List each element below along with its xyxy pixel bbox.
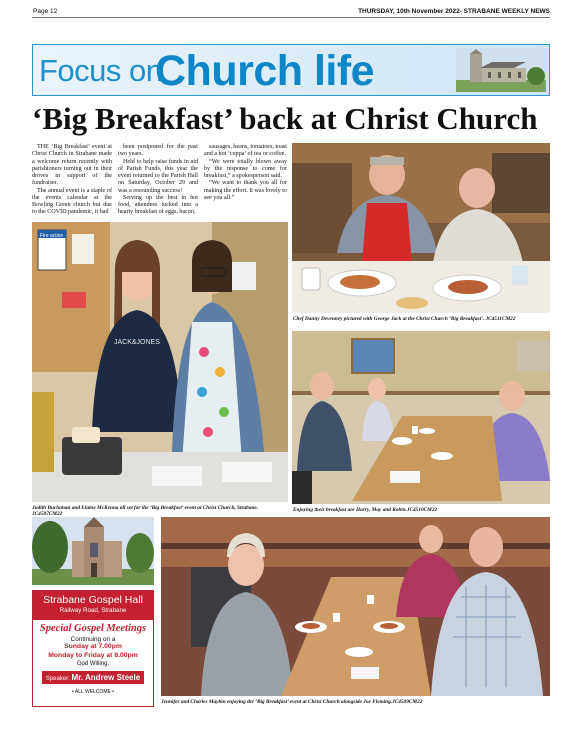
- banner-focus-on: Focus on: [39, 53, 163, 88]
- caption-chef: Chef Danny Devenney pictured with George Jack at the Christ Church ‘Big Breakfast’. JC4511CM22: [293, 316, 516, 322]
- article-paragraph: The annual event is a staple of the events calendar at the Bowling Green church but due to the COVID pandemic, it had: [32, 187, 112, 216]
- date-line: THURSDAY, 10th November 2022- STRABANE WEEKLY NEWS: [358, 8, 550, 15]
- page-number: Page 12: [33, 8, 58, 15]
- advert-title: Strabane Gospel Hall: [43, 594, 143, 606]
- section-banner: [32, 44, 550, 96]
- article-column-1: [32, 144, 112, 217]
- banner-church-life: Church life: [155, 47, 375, 95]
- headline: ‘Big Breakfast’ back at Christ Church: [32, 101, 538, 136]
- caption-enjoying: Enjoying their breakfast are Harry, May and Robin.JC4510CM22: [293, 507, 438, 513]
- advert-meetings-heading: Special Gospel Meetings: [39, 623, 147, 634]
- gospel-hall-advert: [32, 590, 154, 707]
- advert-speaker-badge: [42, 671, 144, 684]
- advert-god-willing: God Willing.: [76, 661, 110, 667]
- article-paragraph: “We want to thank you all for making the effort. It was lovely to see you all.”: [204, 180, 287, 201]
- fire-action-sign-text: Fire action: [40, 233, 64, 239]
- article-column-3: [204, 144, 287, 202]
- jack-jones-logo-text: JACK&JONES: [114, 339, 160, 346]
- advert-address: Railway Road, Strabane: [59, 607, 127, 614]
- photo-chef-danny: [292, 143, 550, 313]
- article-paragraph: sausages, beans, tomatoes, toast and a hot ‘cuppa’ of tea or coffee.: [204, 144, 287, 158]
- advert-speaker-name: Mr. Andrew Steele: [71, 673, 141, 682]
- advert-speaker-label: Speaker:: [45, 676, 70, 682]
- advert-continuing: Continuing on a: [70, 636, 116, 643]
- article-paragraph: “We were totally blown away by the response to come for breakfast,” a spokesperson said.: [204, 158, 287, 179]
- advert-header: [33, 591, 153, 620]
- church-thumbnail-photo: [456, 48, 546, 92]
- caption-jennifer: Jennifer and Charles Maybin enjoying the ‘Big Breakfast’ event at Christ Church alongside Joe Fleming.JC4509CM22: [161, 699, 423, 705]
- article-paragraph: Serving up the best in hot food, attendees tucked into a hearty breakfast of eggs, bacon,: [118, 194, 198, 216]
- advert-sunday-time: Sunday at 7.00pm: [64, 643, 122, 650]
- top-rule: [32, 17, 550, 18]
- photo-judith-elaine: [32, 222, 288, 502]
- photo-gospel-hall-church: [32, 517, 154, 585]
- article-paragraph: been postponed for the past two years.: [118, 144, 198, 158]
- caption-judith: Judith Buchanan and Elaine McKenna all set for the ‘Big Breakfast’ event at Christ Church, Strabane. JC4507CM22: [32, 505, 259, 518]
- advert-weekday-time: Monday to Friday at 8.00pm: [48, 651, 138, 659]
- photo-harry-may-robin: [292, 331, 550, 504]
- advert-welcome: • ALL WELCOME •: [72, 689, 114, 695]
- article-column-2: [118, 144, 198, 217]
- photo-jennifer-charles-joe: [161, 517, 550, 696]
- article-paragraph: Held to help raise funds in aid of Parish Funds, this year the event returned to the Parish Hall on Saturday, October 29 and was a resounding success!: [118, 158, 198, 194]
- article-paragraph: THE ‘Big Breakfast’ event at Christ Church in Strabane made a welcome return recently with parishioners turning out in their droves in support of the fundraiser.: [32, 144, 112, 187]
